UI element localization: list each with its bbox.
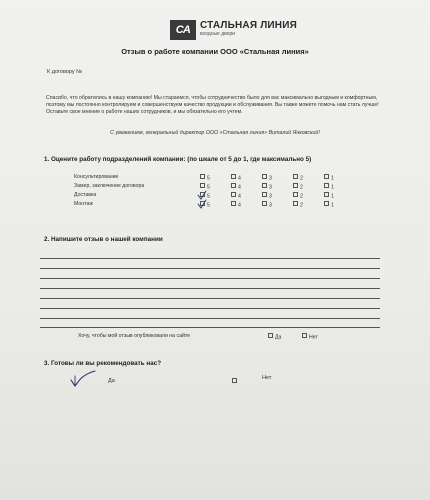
review-line[interactable]	[40, 298, 380, 299]
handwritten-check-recommend-icon	[68, 368, 98, 390]
rating-option-4[interactable]: 4	[231, 201, 241, 209]
rating-option-1[interactable]: 1	[324, 174, 334, 182]
question-2-title: 2. Напишите отзыв о нашей компании	[44, 236, 163, 243]
review-line[interactable]	[40, 327, 380, 328]
rating-option-3[interactable]: 3	[262, 174, 272, 182]
recommend-yes-option[interactable]: Да	[108, 378, 115, 384]
review-line[interactable]	[40, 308, 380, 309]
rating-option-4[interactable]: 4	[231, 183, 241, 191]
rating-option-2[interactable]: 2	[293, 174, 303, 182]
rating-row-label: Замер, заключение договора	[74, 183, 145, 189]
review-line[interactable]	[40, 288, 380, 289]
rating-option-1[interactable]: 1	[324, 201, 334, 209]
question-3-title: 3. Готовы ли вы рекомендовать нас?	[44, 360, 162, 367]
logo-name: СТАЛЬНАЯ ЛИНИЯ	[200, 20, 298, 31]
logo-subtitle: входные двери	[200, 31, 236, 37]
rating-option-2[interactable]: 2	[293, 183, 303, 191]
rating-option-4[interactable]: 4	[231, 192, 241, 200]
rating-option-1[interactable]: 1	[324, 192, 334, 200]
rating-option-2[interactable]: 2	[293, 192, 303, 200]
review-line[interactable]	[40, 278, 380, 279]
rating-row-label: Консультирование	[74, 174, 119, 180]
publish-yes-option[interactable]: Да	[268, 333, 281, 341]
form-title: Отзыв о работе компании ООО «Стальная линия»	[121, 47, 309, 56]
publish-question-label: Хочу, чтобы мой отзыв опубликовали на сайте	[78, 333, 191, 339]
handwritten-check-installation-icon	[196, 198, 210, 212]
logo-text	[200, 20, 297, 38]
recommend-no-checkbox[interactable]	[232, 378, 239, 386]
review-line[interactable]	[40, 318, 380, 319]
rating-option-5[interactable]: 5	[200, 183, 210, 191]
contract-number-label[interactable]: К договору №	[47, 69, 83, 75]
recommend-no-label: Нет	[262, 375, 272, 381]
rating-option-3[interactable]: 3	[262, 183, 272, 191]
intro-paragraph: Спасибо, что обратились в нашу компанию! Мы стараемся, чтобы сотрудничество было для вас максимально выгодным и комфортным, поэтому мы постоянно контролируем и совершенствуем качество продукции и обслуживания. Вы также можете помочь нам стать лучше! Оставьте свое мнение о работе наших сотрудников, и мы обязательно его учтем.	[46, 95, 379, 115]
review-line[interactable]	[40, 258, 380, 259]
director-signature-line: С уважением, генеральный директор ООО «Стальная линия» Виталий Янковский!	[110, 130, 320, 136]
rating-option-3[interactable]: 3	[262, 201, 272, 209]
company-logo	[170, 20, 297, 40]
rating-option-3[interactable]: 3	[262, 192, 272, 200]
rating-option-4[interactable]: 4	[231, 174, 241, 182]
rating-option-5[interactable]: 5	[200, 192, 210, 200]
rating-row-label: Монтаж	[74, 201, 93, 207]
rating-option-1[interactable]: 1	[324, 183, 334, 191]
rating-row-label: Доставка	[74, 192, 97, 198]
rating-option-5[interactable]: 5	[200, 174, 210, 182]
publish-no-option[interactable]: Нет	[302, 333, 318, 341]
question-1-title: 1. Оцените работу подразделений компании: (по шкале от 5 до 1, где максимально 5)	[44, 156, 312, 163]
review-line[interactable]	[40, 268, 380, 269]
rating-option-2[interactable]: 2	[293, 201, 303, 209]
logo-mark: СА	[170, 20, 196, 40]
rating-option-5[interactable]: 5	[200, 201, 210, 209]
